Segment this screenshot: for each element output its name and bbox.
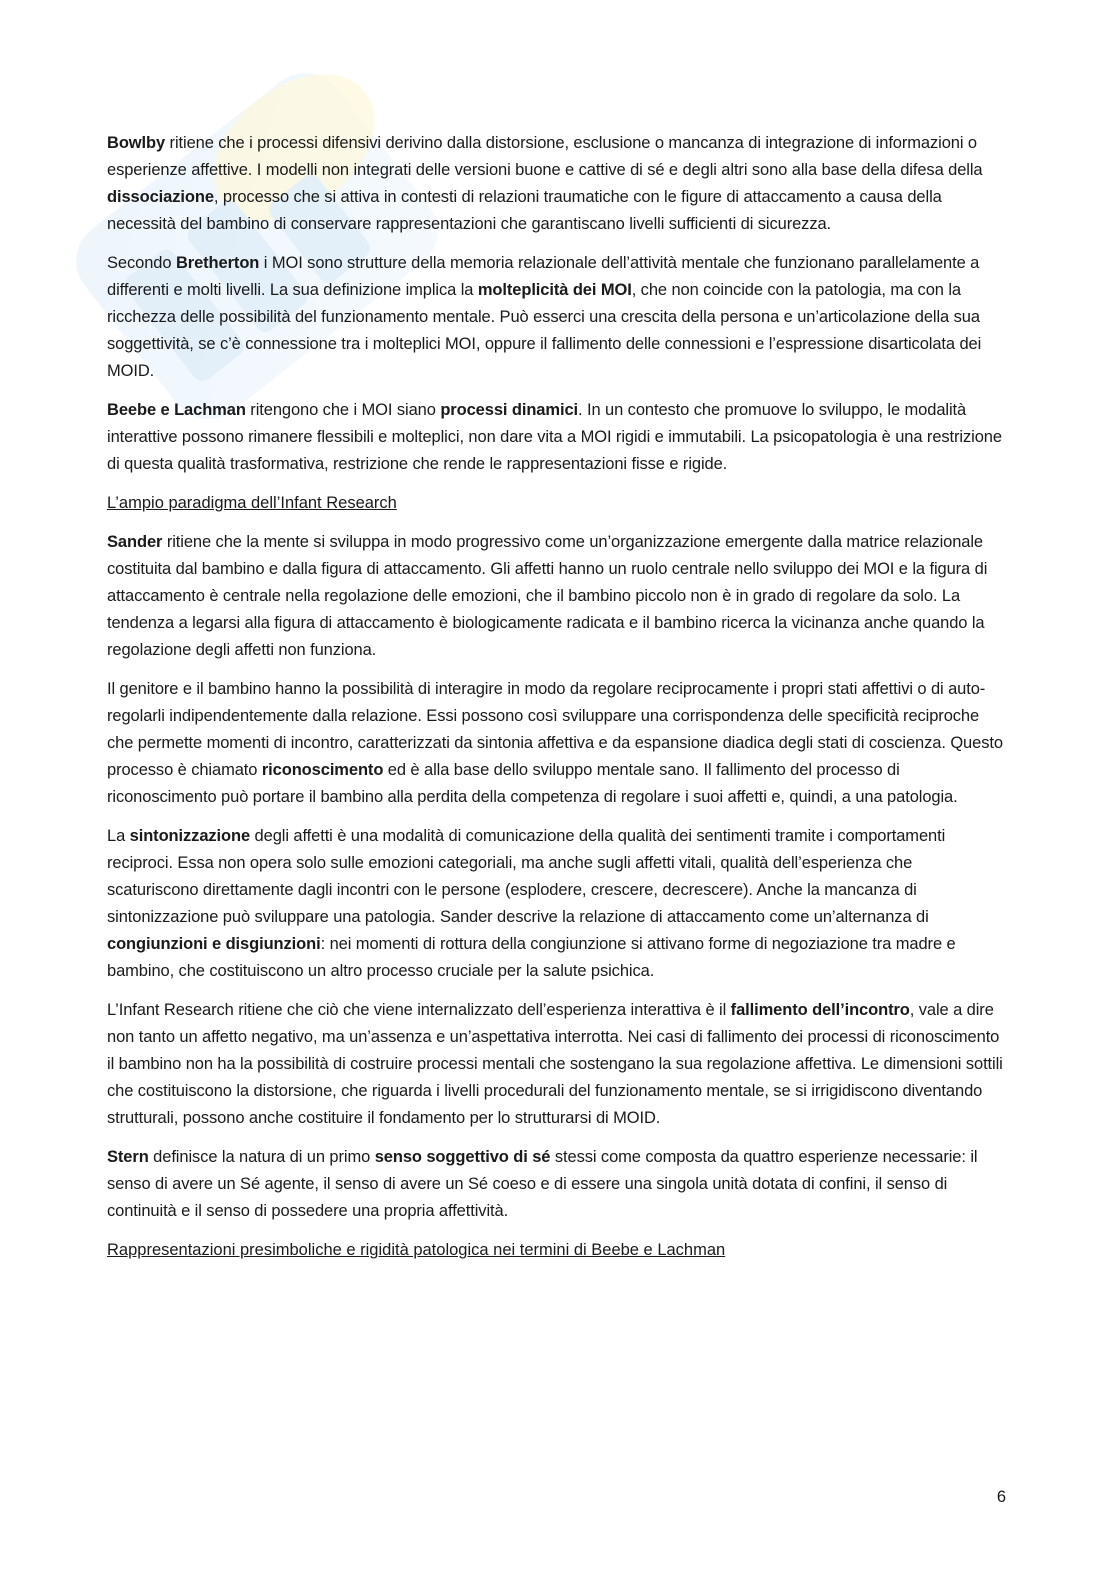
paragraph	[107, 250, 1007, 385]
paragraph-text: definisce la natura di un primo	[148, 1148, 375, 1166]
paragraph-text: ritiene che i processi difensivi derivino dalla distorsione, esclusione o mancanza di integrazione di informazioni o esperienze affettive. I modelli non integrati delle versioni buone e cattive di sé e degli altri sono alla base della difesa della	[107, 134, 983, 179]
paragraph-text: ritengono che i MOI siano	[245, 401, 441, 419]
bold-term: molteplicità dei MOI	[477, 281, 632, 299]
paragraph	[107, 397, 1007, 478]
page-number: 6	[996, 1488, 1006, 1506]
paragraph-text: La	[107, 827, 130, 845]
paragraph-text: . In un contesto che promuove lo sviluppo, le modalità interattive possono rimanere flessibili e molteplici, non dare vita a MOI rigidi e immutabili. La psicopatologia è una restrizione di questa qualità trasformativa, restrizione che rende le rappresentazioni fisse e rigide.	[107, 401, 1002, 473]
bold-term: Sander	[107, 533, 163, 551]
paragraph-text: , che non coincide con la patologia, ma con la ricchezza delle possibilità del funzionamento mentale. Può esserci una crescita della persona e un’articolazione della sua soggettività, se c’è connessione tra i molteplici MOI, oppure il fallimento delle connessioni e l’espressione disarticolata dei MOID.	[107, 281, 982, 380]
bold-term: Stern	[107, 1148, 149, 1166]
paragraph-text: L’Infant Research ritiene che ciò che viene internalizzato dell’esperienza interattiva è il	[107, 1001, 731, 1019]
bold-term: congiunzioni e disgiunzioni	[107, 935, 321, 953]
paragraph-text: Il genitore e il bambino hanno la possibilità di interagire in modo da regolare reciprocamente i propri stati affettivi o di auto-regolarli indipendentemente dalla relazione. Essi possono così sviluppare una corrispondenza delle specificità reciproche che permette momenti di incontro, caratterizzati da sintonia affettiva e da espansione diadica degli stati di coscienza. Questo processo è chiamato	[107, 680, 1003, 779]
section-heading: L’ampio paradigma dell’Infant Research	[107, 494, 397, 512]
bold-term: processi dinamici	[440, 401, 579, 419]
paragraph-text: ed è alla base dello sviluppo mentale sano. Il fallimento del processo di riconoscimento può portare il bambino alla perdita della competenza di regolare i suoi affetti e, quindi, a una patologia.	[107, 761, 958, 806]
bold-term: sintonizzazione	[129, 827, 251, 845]
bold-term: Beebe e Lachman	[107, 401, 246, 419]
bold-term: senso soggettivo di sé	[374, 1148, 551, 1166]
paragraph-text: , vale a dire non tanto un affetto negativo, ma un’assenza e un’aspettativa interrotta. Nei casi di fallimento dei processi di riconoscimento il bambino non ha la possibilità di costruire processi mentali che sostengano la sua regolazione affettiva. Le dimensioni sottili che costituiscono la distorsione, che riguarda i livelli procedurali del funzionamento mentale, se si irrigidiscono diventando strutturali, possono anche costituire il fondamento per lo strutturarsi di MOID.	[107, 1001, 1003, 1127]
bold-term: Bretherton	[175, 254, 260, 272]
bold-term: riconoscimento	[261, 761, 384, 779]
paragraph-text: stessi come composta da quattro esperienze necessarie: il senso di avere un Sé agente, il senso di avere un Sé coeso e di essere una singola unità dotata di confini, il senso di continuità e il senso di possedere una propria affettività.	[107, 1148, 978, 1220]
paragraph-text: : nei momenti di rottura della congiunzione si attivano forme di negoziazione tra madre e bambino, che costituiscono un altro processo cruciale per la salute psichica.	[107, 935, 956, 980]
paragraph-text: Secondo	[107, 254, 176, 272]
bold-term: fallimento dell’incontro	[730, 1001, 910, 1019]
paragraph	[107, 823, 1007, 985]
document-body	[107, 130, 1007, 1276]
paragraph	[107, 529, 1007, 664]
paragraph-text: degli affetti è una modalità di comunicazione della qualità dei sentimenti tramite i comportamenti reciproci. Essa non opera solo sulle emozioni categoriali, ma anche sugli affetti vitali, qualità dell’esperienza che scaturiscono direttamente dagli incontri con le persone (esplodere, crescere, decrescere). Anche la mancanza di sintonizzazione può sviluppare una patologia. Sander descrive la relazione di attaccamento come un’alternanza di	[107, 827, 946, 926]
bold-term: dissociazione	[107, 188, 214, 206]
paragraph	[107, 1144, 1007, 1225]
paragraph	[107, 130, 1007, 238]
paragraph-text: , processo che si attiva in contesti di relazioni traumatiche con le figure di attaccamento a causa della necessità del bambino di conservare rappresentazioni che garantiscano livelli sufficienti di sicurezza.	[107, 188, 942, 233]
bold-term: Bowlby	[107, 134, 166, 152]
section-heading: Rappresentazioni presimboliche e rigidità patologica nei termini di Beebe e Lachman	[107, 1241, 726, 1259]
paragraph	[107, 676, 1007, 811]
paragraph-text: ritiene che la mente si sviluppa in modo progressivo come un’organizzazione emergente dalla matrice relazionale costituita dal bambino e dalla figura di attaccamento. Gli affetti hanno un ruolo centrale nello sviluppo dei MOI e la figura di attaccamento è centrale nella regolazione delle emozioni, che il bambino piccolo non è in grado di regolare da solo. La tendenza a legarsi alla figura di attaccamento è biologicamente radicata e il bambino ricerca la vicinanza anche quando la regolazione degli affetti non funziona.	[107, 533, 988, 659]
paragraph	[107, 997, 1007, 1132]
paragraph-text: i MOI sono strutture della memoria relazionale dell’attività mentale che funzionano parallelamente a differenti e molti livelli. La sua definizione implica la	[107, 254, 980, 299]
